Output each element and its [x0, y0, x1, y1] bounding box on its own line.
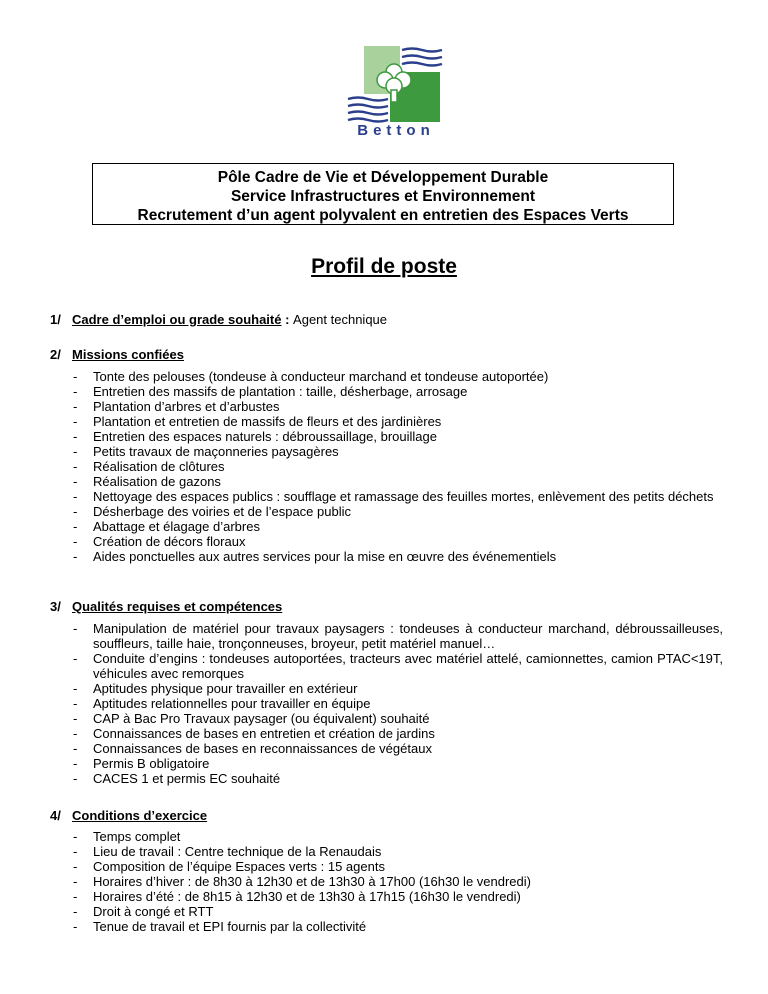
list-item: - Aptitudes physique pour travailler en extérieur	[73, 681, 723, 696]
header-line-3: Recrutement d’un agent polyvalent en entretien des Espaces Verts	[137, 207, 629, 224]
list-item: - Aides ponctuelles aux autres services pour la mise en œuvre des événementiels	[73, 549, 723, 564]
section-4-heading	[50, 808, 207, 823]
list-item: - Réalisation de clôtures	[73, 459, 723, 474]
list-item: - Horaires d’été : de 8h15 à 12h30 et de 13h30 à 17h15 (16h30 le vendredi)	[73, 889, 723, 904]
list-item: - Connaissances de bases en entretien et création de jardins	[73, 726, 723, 741]
list-item: - Entretien des espaces naturels : débroussaillage, brouillage	[73, 429, 723, 444]
list-item: - Réalisation de gazons	[73, 474, 723, 489]
list-item: - Droit à congé et RTT	[73, 904, 723, 919]
betton-logo	[344, 44, 448, 140]
header-line-1: Pôle Cadre de Vie et Développement Durable	[217, 169, 549, 186]
section-number: 3/	[50, 599, 61, 614]
list-item: - Horaires d’hiver : de 8h30 à 12h30 et de 13h30 à 17h00 (16h30 le vendredi)	[73, 874, 723, 889]
list-item: - Tenue de travail et EPI fournis par la collectivité	[73, 919, 723, 934]
logo-text: Betton	[357, 122, 435, 139]
list-item: - Abattage et élagage d’arbres	[73, 519, 723, 534]
section-1-heading	[50, 312, 387, 327]
logo-graphic	[344, 44, 448, 124]
section-title: Cadre d’emploi ou grade souhaité	[72, 312, 282, 327]
page-title: Profil de poste	[311, 255, 457, 278]
list-item: - Plantation et entretien de massifs de fleurs et des jardinières	[73, 414, 723, 429]
header-box	[92, 163, 674, 225]
section-number: 2/	[50, 347, 61, 362]
section-title: Missions confiées	[72, 347, 184, 362]
list-item: - Tonte des pelouses (tondeuse à conducteur marchand et tondeuse autoportée)	[73, 369, 723, 384]
skills-list	[73, 621, 723, 786]
list-item: - Plantation d’arbres et d’arbustes	[73, 399, 723, 414]
section-separator: :	[281, 312, 294, 327]
section-2-heading	[50, 347, 184, 362]
list-item: - Lieu de travail : Centre technique de la Renaudais	[73, 844, 723, 859]
section-title: Conditions d’exercice	[72, 808, 208, 823]
list-item: - Connaissances de bases en reconnaissances de végétaux	[73, 741, 723, 756]
list-item: - Conduite d’engins : tondeuses autoportées, tracteurs avec matériel attelé, camionnettes, camion PTAC<19T, véhicules avec remorques	[73, 651, 723, 681]
list-item: - Manipulation de matériel pour travaux paysagers : tondeuses à conducteur marchand, débroussailleuses, souffleurs, taille haie, tronçonneuses, broyeur, petit matériel manuel…	[73, 621, 723, 651]
section-3-heading	[50, 599, 282, 614]
header-line-2: Service Infrastructures et Environnement	[230, 188, 536, 205]
list-item: - CACES 1 et permis EC souhaité	[73, 771, 723, 786]
list-item: - Désherbage des voiries et de l’espace public	[73, 504, 723, 519]
list-item: - Nettoyage des espaces publics : soufflage et ramassage des feuilles mortes, enlèvement des petits déchets	[73, 489, 723, 504]
section-title: Qualités requises et compétences	[72, 599, 283, 614]
list-item: - Permis B obligatoire	[73, 756, 723, 771]
section-number: 4/	[50, 808, 61, 823]
missions-list	[73, 369, 723, 564]
conditions-list	[73, 829, 723, 934]
section-value: Agent technique	[293, 312, 388, 327]
list-item: - Entretien des massifs de plantation : taille, désherbage, arrosage	[73, 384, 723, 399]
list-item: - Aptitudes relationnelles pour travailler en équipe	[73, 696, 723, 711]
list-item: - Composition de l’équipe Espaces verts : 15 agents	[73, 859, 723, 874]
list-item: - CAP à Bac Pro Travaux paysager (ou équivalent) souhaité	[73, 711, 723, 726]
section-number: 1/	[50, 312, 61, 327]
list-item: - Création de décors floraux	[73, 534, 723, 549]
list-item: - Petits travaux de maçonneries paysagères	[73, 444, 723, 459]
list-item: - Temps complet	[73, 829, 723, 844]
